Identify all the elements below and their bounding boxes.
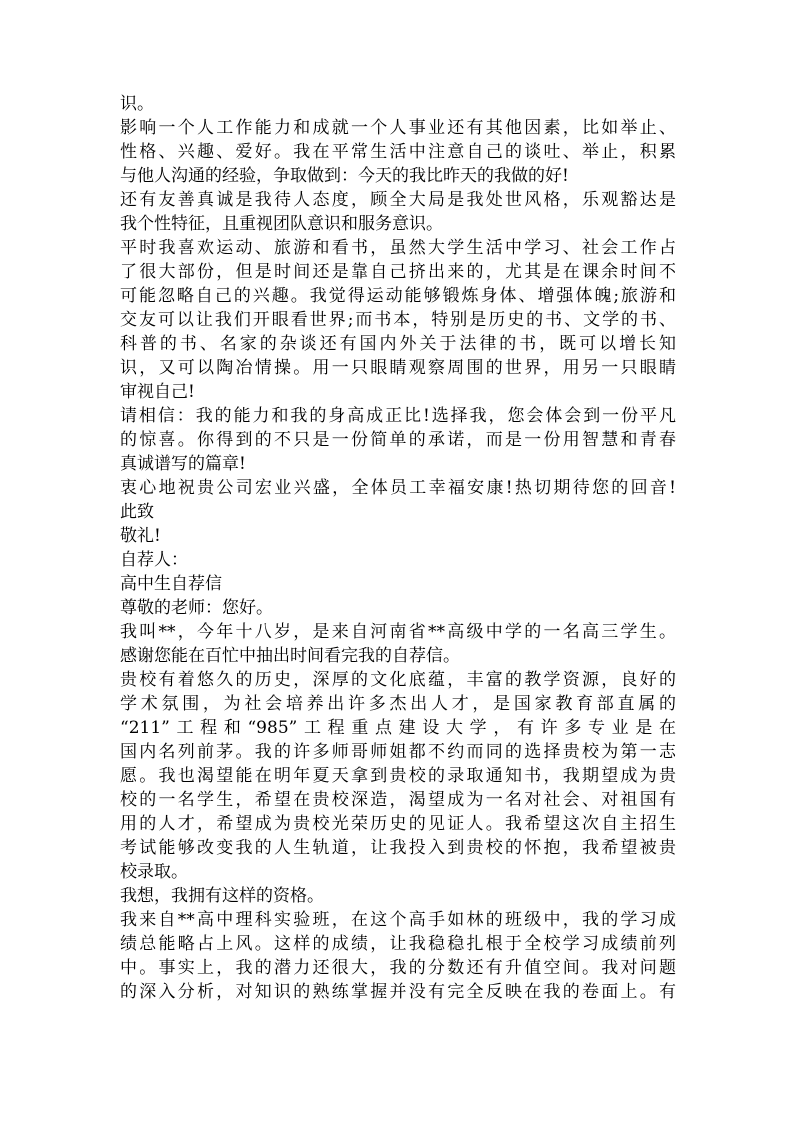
text-line: 愿。我也渴望能在明年夏天拿到贵校的录取通知书，我期望成为贵 [120,766,676,786]
text-line: 高中生自荐信 [120,574,222,594]
text-line: 科普的书、名家的杂谈还有国内外关于法律的书，既可以增长知 [120,334,676,354]
text-line: 的惊喜。你得到的不只是一份简单的承诺，而是一份用智慧和青春 [120,430,676,450]
text-line: 影响一个人工作能力和成就一个人事业还有其他因素，比如举止、 [120,118,676,138]
text-line: 尊敬的老师：您好。 [120,598,273,618]
text-line: “211”工程和“985”工程重点建设大学，有许多专业是在 [120,718,676,738]
text-line: 校的一名学生，希望在贵校深造，渴望成为一名对社会、对祖国有 [120,790,676,810]
text-line: 用的人才，希望成为贵校光荣历史的见证人。我希望这次自主招生 [120,814,676,834]
text-line: 与他人沟通的经验，争取做到：今天的我比昨天的我做的好! [120,166,569,186]
text-line: 真诚谱写的篇章! [120,454,246,474]
text-line: 绩总能略占上风。这样的成绩，让我稳稳扎根于全校学习成绩前列 [120,934,676,954]
text-line: 自荐人： [120,550,188,570]
text-line: 识，又可以陶冶情操。用一只眼睛观察周围的世界，用另一只眼睛 [120,358,676,378]
text-line: 考试能够改变我的人生轨道，让我投入到贵校的怀抱，我希望被贵 [120,838,676,858]
text-line: 还有友善真诚是我待人态度，顾全大局是我处世风格，乐观豁达是 [120,190,676,210]
text-line: 我来自**高中理科实验班，在这个高手如林的班级中，我的学习成 [120,910,676,930]
text-line: 了很大部份，但是时间还是靠自己挤出来的，尤其是在课余时间不 [120,262,676,282]
text-line: 此致 [120,502,154,522]
text-line: 衷心地祝贵公司宏业兴盛，全体员工幸福安康!热切期待您的回音! [120,478,676,498]
text-line: 可能忽略自己的兴趣。我觉得运动能够锻炼身体、增强体魄;旅游和 [120,286,676,306]
text-line: 交友可以让我们开眼看世界;而书本，特别是历史的书、文学的书、 [120,310,676,330]
text-line: 我想，我拥有这样的资格。 [120,886,324,906]
text-line: 的深入分析，对知识的熟练掌握并没有完全反映在我的卷面上。有 [120,982,676,1002]
text-line: 中。事实上，我的潜力还很大，我的分数还有升值空间。我对问题 [120,958,676,978]
text-line: 请相信：我的能力和我的身高成正比!选择我，您会体会到一份平凡 [120,406,676,426]
text-line: 识。 [120,94,154,114]
text-line: 国内名列前茅。我的许多师哥师姐都不约而同的选择贵校为第一志 [120,742,676,762]
text-line: 感谢您能在百忙中抽出时间看完我的自荐信。 [120,646,460,666]
document-body [120,92,676,1004]
text-line: 平时我喜欢运动、旅游和看书，虽然大学生活中学习、社会工作占 [120,238,676,258]
text-line: 性格、兴趣、爱好。我在平常生活中注意自己的谈吐、举止，积累 [120,142,676,162]
text-line: 我个性特征，且重视团队意识和服务意识。 [120,214,443,234]
text-line: 学术氛围，为社会培养出许多杰出人才，是国家教育部直属的 [120,694,676,714]
text-line: 审视自己! [120,382,195,402]
text-line: 贵校有着悠久的历史，深厚的文化底蕴，丰富的教学资源，良好的 [120,670,676,690]
text-line: 敬礼! [120,526,161,546]
text-line: 校录取。 [120,862,188,882]
text-line: 我叫**，今年十八岁，是来自河南省**高级中学的一名高三学生。 [120,622,676,642]
